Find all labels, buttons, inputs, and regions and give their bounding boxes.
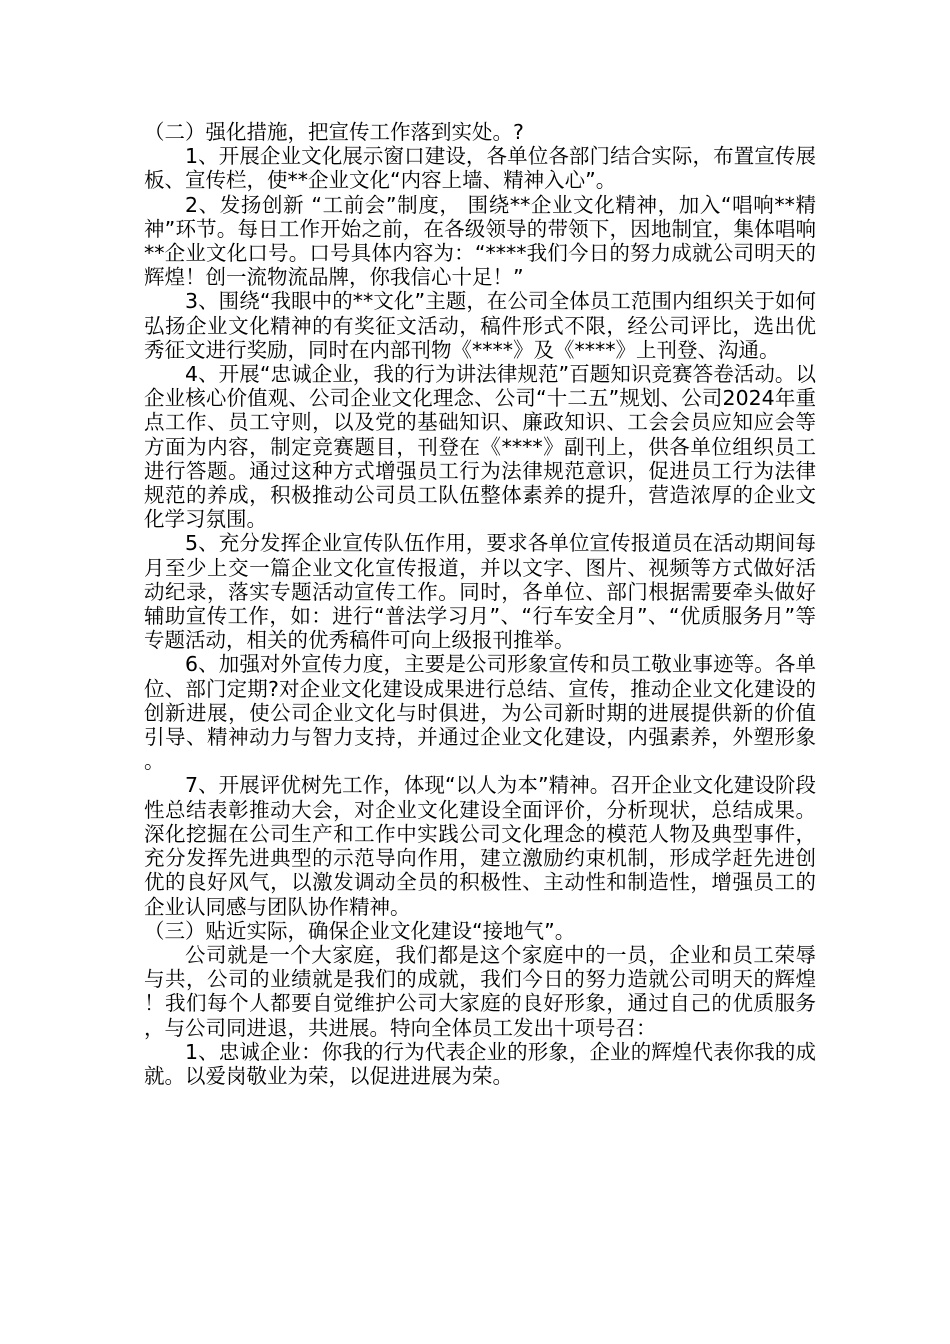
paragraph-item-3: 3、围绕“我眼中的**文化”主题，在公司全体员工范围内组织关于如何弘扬企业文化精神的有奖征文活动，稿件形式不限，经公司评比，选出优秀征文进行奖励，同时在内部刊物《****》及《****》上刊登、沟通。 bbox=[144, 289, 816, 362]
paragraph-item-6: 6、加强对外宣传力度，主要是公司形象宣传和员工敬业事迹等。各单位、部门定期?对企业文化建设成果进行总结、宣传，推动企业文化建设的创新进展，使公司企业文化与时俱进，为公司新时期的进展提供新的价值引导、精神动力与智力支持，并通过企业文化建设，内强素养，外塑形象。 bbox=[144, 652, 816, 774]
paragraph-item-2: 2、发扬创新 “工前会”制度， 围绕**企业文化精神，加入“唱响**精神”环节。每日工作开始之前，在各级领导的带领下，因地制宜，集体唱响**企业文化口号。口号具体内容为：“****我们今日的努力成就公司明天的辉煌！创一流物流品牌，你我信心十足！” bbox=[144, 192, 816, 290]
paragraph-item-5: 5、充分发挥企业宣传队伍作用，要求各单位宣传报道员在活动期间每月至少上交一篇企业文化宣传报道，并以文字、图片、视频等方式做好活动纪录，落实专题活动宣传工作。同时，各单位、部门根据需要牵头做好辅助宣传工作，如：进行“普法学习月”、“行车安全月”、“优质服务月”等专题活动，相关的优秀稿件可向上级报刊推举。 bbox=[144, 531, 816, 653]
paragraph-item-4: 4、开展“忠诚企业，我的行为讲法律规范”百题知识竞赛答卷活动。以企业核心价值观、公司企业文化理念、公司“十二五”规划、公司2024年重点工作、员工守则，以及党的基础知识、廉政知识、工会会员应知应会等方面为内容，制定竞赛题目，刊登在《****》副刊上，供各单位组织员工进行答题。通过这种方式增强员工行为法律规范意识，促进员工行为法律规范的养成，积极推动公司员工队伍整体素养的提升，营造浓厚的企业文化学习氛围。 bbox=[144, 362, 816, 532]
section-heading-2: （二）强化措施，把宣传工作落到实处。? bbox=[144, 120, 524, 144]
document-body bbox=[144, 120, 816, 1088]
paragraph-item-1: 1、开展企业文化展示窗口建设，各单位各部门结合实际，布置宣传展板、宣传栏，使**企业文化“内容上墙、精神入心”。 bbox=[144, 144, 816, 193]
paragraph-item-7: 7、开展评优树先工作，体现“以人为本”精神。召开企业文化建设阶段性总结表彰推动大会，对企业文化建设全面评价，分析现状，总结成果。深化挖掘在公司生产和工作中实践公司文化理念的模范人物及典型事件，充分发挥先进典型的示范导向作用，建立激励约束机制，形成学赶先进创优的良好风气，以激发调动全员的积极性、主动性和制造性，增强员工的企业认同感与团队协作精神。 bbox=[144, 773, 816, 919]
paragraph-call-1: 1、忠诚企业：你我的行为代表企业的形象，企业的辉煌代表你我的成就。以爱岗敬业为荣，以促进进展为荣。 bbox=[144, 1039, 816, 1088]
paragraph-intro: 公司就是一个大家庭，我们都是这个家庭中的一员，企业和员工荣辱与共，公司的业绩就是我们的成就，我们今日的努力造就公司明天的辉煌！我们每个人都要自觉维护公司大家庭的良好形象，通过自己的优质服务，与公司同进退，共进展。特向全体员工发出十项号召： bbox=[144, 942, 816, 1040]
section-heading-3: （三）贴近实际，确保企业文化建设“接地气”。 bbox=[144, 918, 576, 943]
